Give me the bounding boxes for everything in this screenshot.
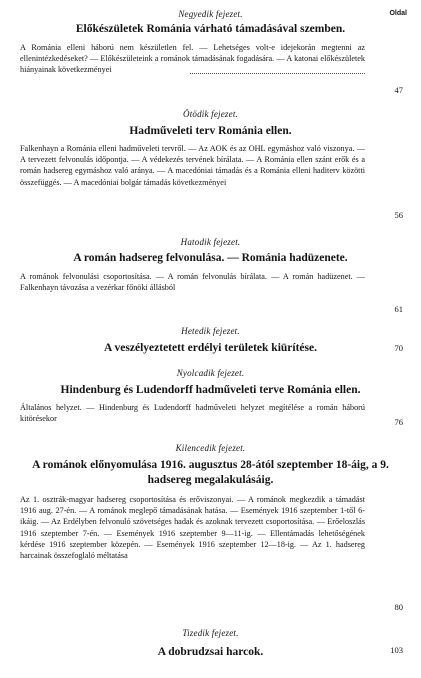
- leader-dots: [190, 73, 365, 74]
- chapter-label: Hetedik fejezet.: [181, 326, 240, 336]
- chapter-label: Nyolcadik fejezet.: [176, 368, 245, 378]
- page-number: 61: [394, 304, 403, 314]
- chapter-title: Hadműveleti terv Románia ellen.: [129, 125, 292, 137]
- chapter-title: Előkészületek Románia várható támadásával szemben.: [75, 23, 346, 35]
- chapter-summary: Az 1. osztrák-magyar hadsereg csoportosítása és erőviszonyai. — A románok megkezdik a támadást 1916 aug. 27-én. — A románok meglepő támadásának hatása. — Események 1916 szeptember 1-től 6-ikáig. — Az Erdélyben felvonuló szövetséges hadak és azoknak tervezett csoportosítása. — Erőeloszlás 1916 szeptember 7-én. — Események 1916 szeptember 9—11-ig. — Ellentámadás lehetőségének kérdése 1916 szeptember közepén. — Események 1916 szeptember 12—18-ig. — Az 1. hadsereg harcainak összefoglaló méltatása: [20, 495, 365, 561]
- chapter-title: A románok előnyomulása 1916. augusztus 28-ától szeptember 18-áig, a 9. hadsereg megalakulásáig.: [32, 459, 389, 486]
- chapter-label: Negyedik fejezet.: [178, 9, 243, 19]
- chapter-label: Kilencedik fejezet.: [175, 443, 246, 453]
- chapter-summary: Általános helyzet. — Hindenburg és Ludendorff hadműveleti helyzet megítélése a román háború kitörésekor: [20, 403, 365, 424]
- page-number: 103: [390, 645, 403, 655]
- chapter-title: A dobrudzsai harcok.: [157, 646, 264, 658]
- chapter-summary: Falkenhayn a Románia elleni hadműveleti tervről. — Az AOK és az OHL egymáshoz való viszonya. — A tervezett felvonulás időpontja. — A védekezés tervének bírálata. — A Románia ellen szánt erők és a román hadsereg egymáshoz való aránya. — A macedóniai támadás és a Románia elleni haditerv közötti összefüggés. — A macedóniai bolgár támadás következményei: [20, 144, 365, 187]
- chapter-title: A veszélyeztetett erdélyi területek kiürítése.: [104, 342, 317, 354]
- page-number: 70: [394, 343, 403, 353]
- chapter-summary: A Románia elleni háború nem készületlen fel. — Lehetséges volt-e idejekorán megtenni az ellenintézkedéseket? — Előkészületeink a románok támadásának fogadására. — A katonai előkészületek hiányainak következményei: [20, 43, 365, 75]
- page-number: 76: [394, 417, 403, 427]
- page-number: 80: [394, 602, 403, 612]
- chapter-title: Hindenburg és Ludendorff hadműveleti terve Románia ellen.: [60, 384, 361, 396]
- chapter-title: A román hadsereg felvonulása. — Románia hadüzenete.: [73, 252, 348, 264]
- page-number: 47: [394, 85, 403, 95]
- page-column-header: Oldal: [389, 10, 407, 17]
- page-number: 56: [394, 210, 403, 220]
- chapter-label: Hatodik fejezet.: [180, 237, 241, 247]
- chapter-summary: A románok felvonulási csoportosítása. — A román felvonulás bírálata. — A román hadüzenet. — Falkenhayn távozása a vezérkar főnöki állásból: [20, 272, 365, 293]
- chapter-label: Ötödik fejezet.: [183, 109, 238, 119]
- chapter-label: Tizedik fejezet.: [182, 628, 239, 638]
